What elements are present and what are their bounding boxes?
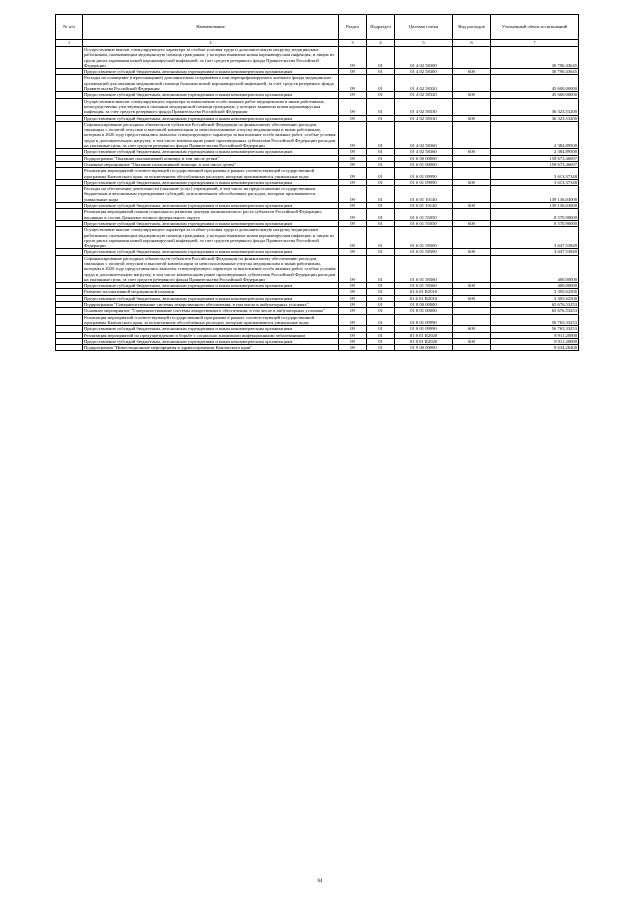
- row-expense-type-cell: 600: [453, 283, 491, 289]
- row-expense-type-cell: 600: [453, 203, 491, 209]
- row-expense-type-cell: 600: [453, 295, 491, 301]
- row-section-cell: 09: [339, 155, 367, 161]
- row-amount-cell: 65 676,53253: [491, 308, 579, 314]
- col-header-subsection: Подраздел: [367, 15, 395, 40]
- row-target-cell: 01 4 02 58360: [395, 121, 453, 148]
- row-expense-type-cell: [453, 168, 491, 180]
- row-name-cell: Предоставление субсидий бюджетным, автономным учреждениям и иным некоммерческим организациям: [83, 220, 339, 226]
- row-subsection-cell: 01: [367, 314, 395, 326]
- row-name-cell: Развитие паллиативной медицинской помощи: [83, 289, 339, 295]
- table-body: [56, 47, 579, 351]
- row-amount-cell: 8 911,20000: [491, 332, 579, 338]
- row-section-cell: 09: [339, 227, 367, 249]
- column-number-row: [56, 40, 579, 47]
- table-row: [56, 47, 579, 69]
- row-target-cell: 01 4 02 58330: [395, 98, 453, 115]
- row-amount-cell: 3 647,53849: [491, 249, 579, 255]
- row-expense-type-cell: [453, 98, 491, 115]
- row-target-cell: 01 9 00 00000: [395, 345, 453, 351]
- row-num-cell: [56, 345, 83, 351]
- row-section-cell: 09: [339, 255, 367, 282]
- row-subsection-cell: 01: [367, 209, 395, 221]
- col-number-5: 5: [395, 40, 453, 47]
- table-row: [56, 227, 579, 249]
- col-header-amount: Уточненный объем ассигнований: [491, 15, 579, 40]
- row-section-cell: 09: [339, 289, 367, 295]
- row-amount-cell: 56 765,33253: [491, 326, 579, 332]
- row-amount-cell: 8 911,20000: [491, 338, 579, 344]
- row-amount-cell: 3 647,53849: [491, 227, 579, 249]
- row-name-cell: Расходы на обеспечение деятельности (оказание услуг) учреждений, в том числе на предоставление государственным бюджетным и автономным учреждениям субсидий, за исключением обособленных расходов, которым присваиваются уникальные коды: [83, 186, 339, 203]
- row-target-cell: 01 6 01 09990: [395, 179, 453, 185]
- row-name-cell: Реализация мероприятий соответствующей государственной программы в рамках соответствующей государственной программы Камчатского края, за исключением обособленных расходов, которым присваиваются уникальные коды: [83, 314, 339, 326]
- row-target-cell: 01 8 01 R2020: [395, 332, 453, 338]
- row-num-cell: [56, 168, 83, 180]
- row-subsection-cell: 01: [367, 220, 395, 226]
- table-row: [56, 121, 579, 148]
- row-section-cell: 09: [339, 92, 367, 98]
- row-expense-type-cell: [453, 75, 491, 92]
- row-name-cell: Предоставление субсидий бюджетным, автономным учреждениям и иным некоммерческим организациям: [83, 326, 339, 332]
- row-section-cell: 09: [339, 295, 367, 301]
- row-section-cell: 09: [339, 203, 367, 209]
- row-expense-type-cell: 600: [453, 149, 491, 155]
- row-section-cell: 09: [339, 209, 367, 221]
- table-row: [56, 345, 579, 351]
- row-amount-cell: 158 673,46697: [491, 161, 579, 167]
- row-amount-cell: 3 613,37348: [491, 168, 579, 180]
- row-num-cell: [56, 98, 83, 115]
- row-subsection-cell: 01: [367, 295, 395, 301]
- row-expense-type-cell: [453, 227, 491, 249]
- row-expense-type-cell: [453, 255, 491, 282]
- row-section-cell: 09: [339, 338, 367, 344]
- row-section-cell: 09: [339, 47, 367, 69]
- row-subsection-cell: 01: [367, 308, 395, 314]
- row-subsection-cell: 01: [367, 302, 395, 308]
- row-amount-cell: 65 676,53253: [491, 302, 579, 308]
- col-number-6: 6: [453, 40, 491, 47]
- row-target-cell: 01 6 01 10140: [395, 203, 453, 209]
- row-amount-cell: 2 384,89500: [491, 149, 579, 155]
- row-name-cell: Предоставление субсидий бюджетным, автономным учреждениям и иным некоммерческим организациям: [83, 338, 339, 344]
- row-target-cell: 01 4 02 58360: [395, 149, 453, 155]
- row-name-cell: Осуществление выплат стимулирующего характера за особые условия труда и дополнительную нагрузку медицинским работникам, оказывающим медицинскую помощь гражданам, у которых выявлена новая коронавирусная инфекция, и лицам из групп риска заражения новой коронавирусной инфекцией, за счет средств резервного фонда Правительства Российской Федерации: [83, 227, 339, 249]
- row-target-cell: 01 4 02 58300: [395, 47, 453, 69]
- col-number-3: 3: [339, 40, 367, 47]
- row-amount-cell: 139 136,03000: [491, 203, 579, 209]
- row-amount-cell: 30 790,43645: [491, 69, 579, 75]
- row-section-cell: 09: [339, 115, 367, 121]
- row-num-cell: [56, 186, 83, 203]
- row-expense-type-cell: 600: [453, 249, 491, 255]
- row-subsection-cell: 01: [367, 98, 395, 115]
- table-row: [56, 209, 579, 221]
- row-num-cell: [56, 255, 83, 282]
- row-section-cell: 09: [339, 186, 367, 203]
- row-subsection-cell: 01: [367, 203, 395, 209]
- page-number: 64: [317, 879, 323, 884]
- budget-table-page: [55, 14, 578, 351]
- row-expense-type-cell: [453, 345, 491, 351]
- row-amount-cell: 45 600,00000: [491, 92, 579, 98]
- row-section-cell: 09: [339, 332, 367, 338]
- row-subsection-cell: 01: [367, 92, 395, 98]
- row-name-cell: Предоставление субсидий бюджетным, автономным учреждениям и иным некоммерческим организациям: [83, 115, 339, 121]
- row-section-cell: 09: [339, 69, 367, 75]
- row-section-cell: 09: [339, 302, 367, 308]
- table-row: [56, 168, 579, 180]
- row-target-cell: 01 4 02 58320: [395, 92, 453, 98]
- row-expense-type-cell: [453, 47, 491, 69]
- row-target-cell: 01 6 01 R2010: [395, 295, 453, 301]
- row-amount-cell: 45 600,00000: [491, 75, 579, 92]
- row-target-cell: 01 8 01 00000: [395, 308, 453, 314]
- row-target-cell: 01 6 01 58360: [395, 255, 453, 282]
- row-subsection-cell: 01: [367, 289, 395, 295]
- row-subsection-cell: 01: [367, 255, 395, 282]
- row-name-cell: Предоставление субсидий бюджетным, автономным учреждениям и иным некоммерческим организациям: [83, 295, 339, 301]
- row-target-cell: 01 6 01 00000: [395, 161, 453, 167]
- row-expense-type-cell: 600: [453, 115, 491, 121]
- row-name-cell: Осуществление выплат стимулирующего характера за выполнение особо важных работ медицинским и иным работникам, непосредственно участвующим в оказании медицинской помощи гражданам, у которых выявлена новая коронавирусная инфекция, за счет средств резервного фонда Правительства Российской Федерации: [83, 98, 339, 115]
- row-section-cell: 09: [339, 149, 367, 155]
- row-amount-cell: 8 634,26400: [491, 345, 579, 351]
- row-expense-type-cell: [453, 314, 491, 326]
- row-subsection-cell: 01: [367, 47, 395, 69]
- row-section-cell: 09: [339, 98, 367, 115]
- row-name-cell: Реализация мероприятий планов социального развития центров экономического роста субъектов Российской Федерации, входящих в состав Дальневосточного федерального округа: [83, 209, 339, 221]
- table-row: [56, 255, 579, 282]
- row-target-cell: 01 4 02 58320: [395, 75, 453, 92]
- row-section-cell: 09: [339, 326, 367, 332]
- row-amount-cell: 2 384,89500: [491, 121, 579, 148]
- row-amount-cell: 56 765,33253: [491, 314, 579, 326]
- header-row: [56, 15, 579, 40]
- row-section-cell: 09: [339, 249, 367, 255]
- row-subsection-cell: 01: [367, 149, 395, 155]
- row-subsection-cell: 01: [367, 75, 395, 92]
- col-header-section: Раздел: [339, 15, 367, 40]
- row-subsection-cell: 01: [367, 121, 395, 148]
- row-amount-cell: 3 305,62500: [491, 295, 579, 301]
- row-amount-cell: 36 323,53200: [491, 115, 579, 121]
- row-section-cell: 09: [339, 121, 367, 148]
- row-name-cell: Софинансирование расходных обязательств субъектов Российской Федерации по финансовому обеспечению расходов, связанных с оплатой отпусков и выплатой компенсации за неиспользованные отпуска медицинским и иным работникам, которым в 2020 году предоставлялись выплаты стимулирующего характера за выполнение особо важных работ, особые условия труда и дополнительную нагрузку, в том числе компенсацию ранее произведенных субъектами Российской Федерации расходов на указанные цели, за счет средств резервного фонда Правительства Российской Федерации: [83, 255, 339, 282]
- row-expense-type-cell: 600: [453, 338, 491, 344]
- row-expense-type-cell: 600: [453, 326, 491, 332]
- row-name-cell: Подпрограмма "Совершенствование системы лекарственного обеспечения, в том числе в амбулаторных условиях": [83, 302, 339, 308]
- row-section-cell: 09: [339, 314, 367, 326]
- row-subsection-cell: 01: [367, 227, 395, 249]
- row-section-cell: 09: [339, 283, 367, 289]
- row-section-cell: 09: [339, 168, 367, 180]
- col-number-2: 2: [83, 40, 339, 47]
- row-section-cell: 09: [339, 161, 367, 167]
- row-expense-type-cell: 600: [453, 179, 491, 185]
- row-target-cell: 01 4 02 58300: [395, 69, 453, 75]
- row-expense-type-cell: 600: [453, 69, 491, 75]
- row-subsection-cell: 01: [367, 338, 395, 344]
- row-expense-type-cell: [453, 186, 491, 203]
- row-subsection-cell: 01: [367, 115, 395, 121]
- row-name-cell: Предоставление субсидий бюджетным, автономным учреждениям и иным некоммерческим организациям: [83, 203, 339, 209]
- row-amount-cell: 8 570,90000: [491, 209, 579, 221]
- row-name-cell: Софинансирование расходных обязательств субъектов Российской Федерации по финансовому обеспечению расходов, связанных с оплатой отпусков и выплатой компенсации за неиспользованные отпуска медицинским и иным работникам, которым в 2020 году предоставлялись выплаты стимулирующего характера за выполнение особо важных работ, особые условия труда и дополнительную нагрузку, в том числе компенсацию ранее произведенных субъектами Российской Федерации расходов на указанные цели, за счет средств резервного фонда Правительства Российской Федерации: [83, 121, 339, 148]
- row-subsection-cell: 01: [367, 186, 395, 203]
- row-target-cell: 01 6 01 58300: [395, 249, 453, 255]
- row-section-cell: 09: [339, 345, 367, 351]
- row-section-cell: 09: [339, 220, 367, 226]
- row-subsection-cell: 01: [367, 69, 395, 75]
- row-subsection-cell: 01: [367, 332, 395, 338]
- row-expense-type-cell: 600: [453, 220, 491, 226]
- col-header-name: Наименование: [83, 15, 339, 40]
- row-target-cell: 01 8 01 09990: [395, 326, 453, 332]
- row-subsection-cell: 01: [367, 345, 395, 351]
- row-name-cell: Основное мероприятие "Оказание паллиативной помощи, в том числе детям": [83, 161, 339, 167]
- row-num-cell: [56, 314, 83, 326]
- row-name-cell: Реализация мероприятий соответствующей государственной программы в рамках соответствующей государственной программы Камчатского края, за исключением обособленных расходов, которым присваиваются уникальные коды: [83, 168, 339, 180]
- row-name-cell: Предоставление субсидий бюджетным, автономным учреждениям и иным некоммерческим организациям: [83, 149, 339, 155]
- row-subsection-cell: 01: [367, 168, 395, 180]
- row-name-cell: Предоставление субсидий бюджетным, автономным учреждениям и иным некоммерческим организациям: [83, 69, 339, 75]
- row-name-cell: Предоставление субсидий бюджетным, автономным учреждениям и иным некоммерческим организациям: [83, 92, 339, 98]
- row-target-cell: 01 6 01 55050: [395, 220, 453, 226]
- row-target-cell: 01 8 01 09990: [395, 314, 453, 326]
- row-target-cell: 01 6 01 55050: [395, 209, 453, 221]
- row-target-cell: 01 6 01 10140: [395, 186, 453, 203]
- row-amount-cell: 36 323,53200: [491, 98, 579, 115]
- row-num-cell: [56, 121, 83, 148]
- table-row: [56, 98, 579, 115]
- row-amount-cell: 30 790,43645: [491, 47, 579, 69]
- row-subsection-cell: 01: [367, 155, 395, 161]
- row-section-cell: 09: [339, 308, 367, 314]
- row-name-cell: Подпрограмма "Оказание паллиативной помощи, в том числе детям": [83, 155, 339, 161]
- row-num-cell: [56, 47, 83, 69]
- row-amount-cell: 3 305,62500: [491, 289, 579, 295]
- row-amount-cell: 400,00000: [491, 283, 579, 289]
- row-expense-type-cell: 600: [453, 92, 491, 98]
- col-header-expense-type: Вид расходов: [453, 15, 491, 40]
- row-target-cell: 01 6 01 58300: [395, 227, 453, 249]
- row-subsection-cell: 01: [367, 249, 395, 255]
- row-amount-cell: 8 570,90000: [491, 220, 579, 226]
- col-number-4: 4: [367, 40, 395, 47]
- budget-table: [55, 14, 579, 351]
- row-amount-cell: 3 613,37348: [491, 179, 579, 185]
- table-row: [56, 314, 579, 326]
- row-target-cell: 01 8 00 00000: [395, 302, 453, 308]
- row-amount-cell: 400,00000: [491, 255, 579, 282]
- row-name-cell: Предоставление субсидий бюджетным, автономным учреждениям и иным некоммерческим организациям: [83, 283, 339, 289]
- row-amount-cell: 139 136,03000: [491, 186, 579, 203]
- row-num-cell: [56, 209, 83, 221]
- row-section-cell: 09: [339, 179, 367, 185]
- row-name-cell: Основное мероприятие "Совершенствование системы лекарственного обеспечения, в том числе в амбулаторных условиях": [83, 308, 339, 314]
- col-header-target: Целевая статья: [395, 15, 453, 40]
- table-row: [56, 186, 579, 203]
- col-header-num: № п/п: [56, 15, 83, 40]
- row-expense-type-cell: [453, 209, 491, 221]
- table-row: [56, 75, 579, 92]
- col-number-1: 1: [56, 40, 83, 47]
- row-target-cell: 01 6 01 58360: [395, 283, 453, 289]
- row-name-cell: Расходы на оснащение (переоснащение) дополнительно создаваемого или перепрофилируемого коечного фонда медицинских организаций для оказания медицинской помощи больным новой коронавирусной инфекцией, за счет средств резервного фонда Правительства Российской Федерации: [83, 75, 339, 92]
- row-num-cell: [56, 227, 83, 249]
- row-target-cell: 01 6 01 R2010: [395, 289, 453, 295]
- row-target-cell: 01 4 02 58330: [395, 115, 453, 121]
- row-num-cell: [56, 75, 83, 92]
- row-target-cell: 01 6 01 09990: [395, 168, 453, 180]
- row-amount-cell: 158 673,46697: [491, 155, 579, 161]
- row-subsection-cell: 01: [367, 283, 395, 289]
- row-name-cell: Осуществление выплат стимулирующего характера за особые условия труда и дополнительную нагрузку медицинским работникам, оказывающим медицинскую помощь гражданам, у которых выявлена новая коронавирусная инфекция, и лицам из групп риска заражения новой коронавирусной инфекцией, за счет средств резервного фонда Правительства Российской Федерации: [83, 47, 339, 69]
- row-name-cell: Предоставление субсидий бюджетным, автономным учреждениям и иным некоммерческим организациям: [83, 249, 339, 255]
- row-subsection-cell: 01: [367, 179, 395, 185]
- row-target-cell: 01 6 00 00000: [395, 155, 453, 161]
- row-subsection-cell: 01: [367, 161, 395, 167]
- row-target-cell: 01 8 01 R2020: [395, 338, 453, 344]
- row-name-cell: Предоставление субсидий бюджетным, автономным учреждениям и иным некоммерческим организациям: [83, 179, 339, 185]
- row-name-cell: Подпрограмма "Инвестиционные мероприятия в здравоохранении Камчатского края": [83, 345, 339, 351]
- col-number-7: 7: [491, 40, 579, 47]
- row-section-cell: 09: [339, 75, 367, 92]
- row-name-cell: Реализация мероприятий по предупреждению и борьбе с социально значимыми инфекционными заболеваниями: [83, 332, 339, 338]
- row-subsection-cell: 01: [367, 326, 395, 332]
- row-expense-type-cell: [453, 121, 491, 148]
